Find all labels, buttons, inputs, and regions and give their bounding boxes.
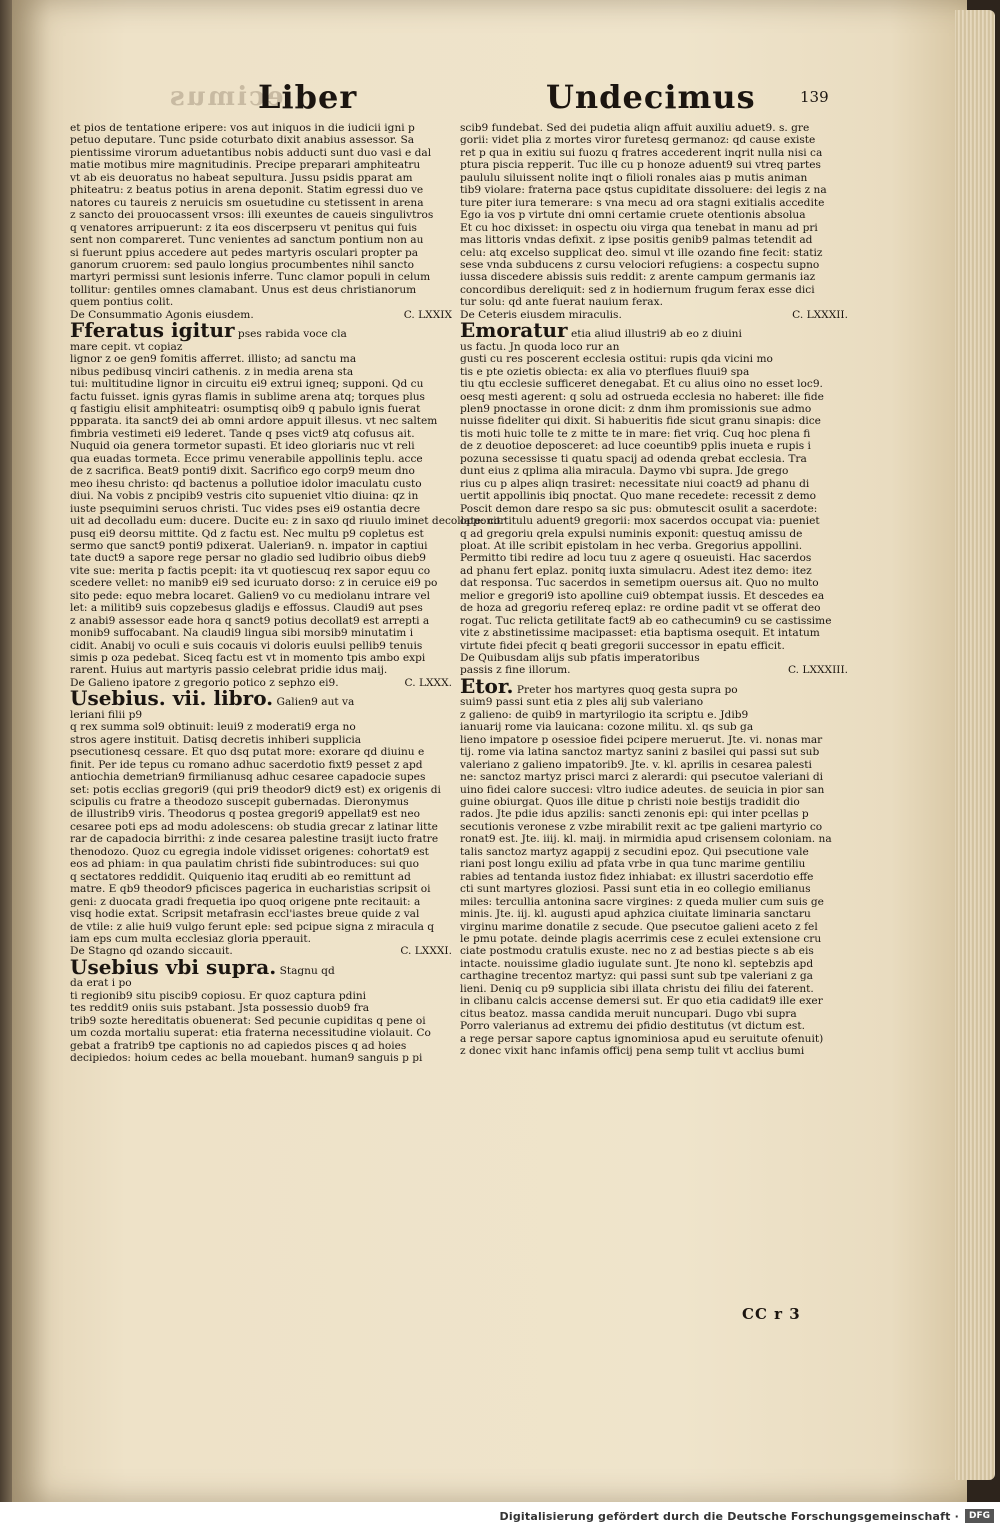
text-line: z anabi9 assessor eade hora q sanct9 potius decollat9 est arrepti a [70,614,430,627]
text-line: tij. rome via latina sanctoz martyz sanini z basilei qui passi sut sub [460,746,820,759]
rubric-title-line: De Quibusdam alijs sub pfatis imperatoribus [460,652,700,665]
text-line: z donec vixit hanc infamis officij pena semp tulit vt acclius bumi [460,1045,805,1058]
text-line: pientissime virorum aduetantibus nobis adducti sunt duo vasi e dal [70,146,432,159]
text-line: sese vnda subducens z cursu velociori refugiens: a cospectu supno [460,258,820,271]
left-bottom-block [70,977,452,1064]
text-line: virginu marime donatile z secude. Que psecutoe galieni aceto z fel [460,920,818,933]
text-line: gorii: videt plia z mortes viror furetesq germanoz: qd cause existe [460,134,816,147]
chapter-incipit [460,673,848,698]
text-line: scib9 fundebat. Sed dei pudetia aliqn affuit auxiliu aduet9. s. gre [460,122,810,134]
text-line: le pmu potate. deinde plagis acerrimis cese z eculei extensione cru [460,933,822,945]
text-line: z galieno: de quib9 in martyrilogio ita scriptu e. Jdib9 [460,708,749,721]
text-line: ronat9 est. Jte. iiij. kl. maij. in mirmidia apud crisensem coloniam. na [460,833,832,846]
text-line: factu fuisset. ignis gyras flamis in sublime arena atq; torques plus [70,390,425,403]
text-line: fimbria vestimeti ei9 lederet. Tande q pses vict9 atq cofusus ait. [70,427,415,440]
text-line: q venatores arripuerunt: z ita eos discerpseru vt penitus qui fuis [70,221,417,234]
text-line: de hoza ad gregoriu refereq eplaz: re ordine padit vt se offerat deo [460,602,821,615]
text-line: ti regionib9 situ piscib9 copiosu. Er quoz captura pdini [70,989,367,1002]
rubric-number: C. LXXXIII. [787,664,848,677]
text-line: vite z abstinetissime macipasset: etia baptisma osequit. Et intatum [460,627,820,640]
text-line: decipiedos: hoium cedes ac bella mouebant. human9 sanguis p pi [70,1052,423,1065]
text-line: a rege persar sapore captus ignominiosa apud eu seruitute ofenuit) [460,1032,824,1045]
text-line: diui. Na vobis z pncipib9 vestris cito supueniet vltio diuina: qz in [70,490,419,503]
text-line: mas littoris vndas defixit. z ipse positis genib9 palmas tetendit ad [460,234,813,247]
text-line: meo ihesu christo: qd bactenus a pollutioe idolor imaculatu custo [70,477,422,490]
text-line: et pios de tentatione eripere: vos aut iniquos in die iudicii igni p [70,122,415,134]
chapter-incipit [70,686,452,711]
text-line: tollitur: gentiles omnes clamabant. Unus est deus christianorum [70,283,417,296]
funding-footer [0,1502,1000,1530]
text-line: celu: atq excelso supplicat deo. simul vt ille ozando fine fecit: statiz [460,246,823,259]
incipit-display: Usebius. vii. libro. [70,686,274,711]
incipit-display: Etor. [460,673,514,698]
text-line: Porro valerianus ad extremu dei pfidio destitutus (vt dictum est. [460,1020,805,1033]
text-line: lignor z oe gen9 fomitis afferret. illisto; ad sanctu ma [70,353,357,366]
text-line: tis e pte ozietis obiecta: ex alia vo pterflues fluui9 spa [460,365,750,378]
text-line: phiteatru: z beatus potius in arena deponit. Statim egressi duo ve [70,184,424,197]
text-line: uit ad decolladu eum: ducere. Ducite eu: z in saxo qd riuulo iminet decollate: cor [70,515,506,528]
text-line: uino fidei calore succesi: vltro iudice adeutes. de seuicia in pior san [460,783,825,796]
left-mid-block-2 [70,709,452,946]
text-line: cidit. Anabij vo oculi e suis cocauis vi doloris euulsi pellib9 tenuis [70,639,423,652]
text-line: mare cepit. vt copiaz [70,340,183,353]
text-line: tis moti huic tolle te z mitte te in mare: fiet vriq. Cuq hoc plena fi [460,427,811,440]
text-line: carthagine trecentoz martyz: qui passi sunt sub tpe valeriani z ga [460,970,813,983]
text-line: ciate postmodu cratulis exuste. nec no z ad bestias piecte s ab eis [460,945,814,958]
text-line: Poscit demon dare respo sa sic pus: obmutescit osulit a sacerdote: [460,502,818,515]
incipit-text: pses rabida voce cla [237,328,347,341]
text-line: rados. Jte pdie idus apzilis: sancti zenonis epi: qui inter pcellas p [460,808,809,821]
text-line: scipulis cu fratre a theodozo suscepit gubernadas. Dieronymus [70,796,409,809]
text-line: visq hodie extat. Scripsit metafrasin eccl'iastes breue quide z val [70,908,420,921]
text-line: dat responsa. Tuc sacerdos in semetipm ouersus ait. Quo no multo [460,577,819,590]
text-line: rius cu p alpes aliqn trasiret: necessitate niui coact9 ad phanu di [460,477,810,490]
text-line: ne: sanctoz martyz prisci marci z alerardi: qui psecutoe valeriani di [460,771,824,784]
rubric-title: De Ceteris eiusdem miraculis. [460,308,622,321]
rubric-title: De Consummatio Agonis eiusdem. [70,308,254,321]
right-text-column [460,122,848,1058]
text-line: iam eps cum multa ecclesiaz gloria pperauit. [70,933,311,945]
rubric-title: De Stagno qd ozando siccauit. [70,945,233,958]
text-line: z sancto dei prouocassent vrsos: illi exeuntes de caueis singulivtros [70,209,434,222]
text-line: iussa discedere abissis suis reddit: z arente campum germanis iaz [460,271,816,284]
text-line: paululu siluissent nolite inqt o filioli ronales aias p mutis animan [460,171,808,184]
text-line: rabies ad tentanda iustoz fidez inhiabat: ex illustri sacerdotio effe [460,870,814,883]
rubric-number: C. LXXX. [404,676,452,689]
text-line: minis. Jte. iij. kl. augusti apud aphzica ciuitate liminaria sanctaru [460,908,811,921]
text-line: dunt eius z qplima alia miracula. Daymo vbi supra. Jde grego [460,465,789,478]
text-line: riani post longu exiliu ad pfata vrbe in qua tunc marime gentiliu [460,858,806,871]
text-line: de z deuotioe deposceret: ad luce coeuntib9 pplis inueta e rupis i [460,440,811,453]
text-line: talis sanctoz martyz agappij z secudini epoz. Qui psecutione vale [460,845,809,858]
text-line: de illustrib9 viris. Theodorus q postea gregori9 appellat9 est neo [70,808,421,821]
text-line: psecutionesq cessare. Et quo dsq putat more: exorare qd diuinu e [70,746,425,759]
left-top-block [70,122,452,309]
text-line: quem pontius colit. [70,296,174,309]
text-line: rar de capadocia birrithi: z inde cesarea palestine trasijt iucto fratre [70,833,439,846]
text-line: trib9 sozte hereditatis obuenerat: Sed pecunie cupiditas q pene oi [70,1014,426,1027]
text-line: finit. Per ide tepus cu romano adhuc sacerdotio fixt9 pesset z apd [70,758,423,771]
text-line: tes reddit9 oniis suis pstabant. Jsta possessio duob9 fra [70,1002,370,1015]
text-line: secutionis veronese z vzbe mirabilit rexit ac tpe galieni martyrio co [460,820,823,833]
text-line: ture piter iura temerare: s vna mecu ad ora stagni exitialis accedite [460,196,825,209]
text-line: natores cu taureis z neruicis sm osuetudine cu stetissent in arena [70,196,424,209]
text-line: Permitto tibi redire ad locu tuu z agere q osueuisti. Hac sacerdos [460,552,812,565]
text-line: stros agere instituit. Datisq decretis inhiberi supplicia [70,733,362,746]
text-line: de vtile: z alie hui9 vulgo ferunt eple: sed pcipue signa z miracula q [70,920,435,933]
text-line: vite sue: merita p factis pcepit: ita vt quotiescuq rex sapor equu co [70,564,431,577]
dfg-logo: DFG [965,1509,994,1523]
text-line: miles: tercullia antonina sacre virgines: z queda mulier cum suis ge [460,895,824,908]
text-line: opponit titulu aduent9 gregorii: mox sacerdos occupat via: pueniet [460,515,820,528]
footer-credit-text: Digitalisierung gefördert durch die Deutsche Forschungsgemeinschaft · [499,1509,959,1523]
text-line: de z sacrifica. Beat9 ponti9 dixit. Sacrifico ego corp9 meum dno [70,465,415,478]
text-line: citus beatoz. massa candida meruit nuncupari. Dugo vbi supra [460,1007,797,1020]
chapter-incipit [70,318,452,343]
text-line: rarent. Huius aut martyris passio celebrat pridie idus maij. [70,664,388,677]
text-line: suim9 passi sunt etia z ples alij sub valeriano [460,696,704,709]
chapter-rubric-lxxxiii [460,652,848,677]
text-line: q ad gregoriu qrela expulsi numinis exponit: questuq amissu de [460,527,803,540]
text-line: plen9 pnoctasse in orone dicit: z dnm ihm promissionis sue admo [460,402,812,415]
right-top-block [460,122,848,309]
text-line: tur solu: qd ante fuerat nauium ferax. [460,296,663,309]
text-line: um cozda mortaliu superat: etia fraterna necessitudine violauit. Co [70,1027,431,1040]
text-line: oesq mesti agerent: q solu ad ostrueda ecclesia no haberet: ille fide [460,390,824,403]
text-line: Nuquid oia genera tormetor supasti. Et ideo gloriaris nuc vt reli [70,440,415,453]
text-line: qua euadas tormeta. Ecce primu venerabile appollinis teplu. acce [70,452,423,465]
incipit-text: Preter hos martyres quoq gesta supra po [516,683,738,696]
text-line: ptura piscia repperit. Tuc ille cu p honoze aduent9 sui vtreq partes [460,159,821,172]
text-line: da erat i po [70,977,132,990]
rubric-number: C. LXXXI. [400,945,452,958]
text-line: ad phanu fert eplaz. ponitq iuxta simulacru. Adest itez demo: itez [460,564,812,577]
text-line: us factu. Jn quoda loco rur an [460,340,620,353]
text-line: concordibus dereliquit: sed z in hodiernum frugum ferax esse dici [460,283,815,296]
show-through-stamp: ecimus [168,82,284,112]
text-line: intacte. nouissime gladio iugulate sunt. Jte nono kl. septebzis apd [460,957,814,970]
text-line: iuste psequimini seruos christi. Tuc vides pses ei9 ostantia decre [70,502,421,515]
right-mid-block-2 [460,696,848,1057]
rubric-title: De Galieno ipatore z gregorio potico z sephzo ei9. [70,676,339,689]
text-line: tiu qtu ecclesie sufficeret denegabat. Et cu alius oino no esset loc9. [460,378,823,391]
text-line: ianuarij rome via lauicana: cozone militu. xl. qs sub ga [460,721,754,734]
rubric-number: C. LXXIX [403,308,452,321]
text-line: guine obiurgat. Quos ille ditue p christi noie bestijs tradidit dio [460,796,800,809]
text-line: thenodozo. Quoz cu egregia indole vidisset origenes: cohortat9 est [70,845,429,858]
incipit-text: Stagnu qd [279,964,335,977]
text-line: si fuerunt ppius accedere aut pedes martyris osculari propter pa [70,246,419,259]
text-line: simis p oza pedebat. Siceq factu est vt in momento tpis ambo expi [70,652,426,665]
text-line: uertit appollinis ibiq pnoctat. Quo mane recedete: recessit z demo [460,490,817,503]
text-line: rogat. Tuc relicta getilitate fact9 ab eo cathecumin9 cu se castissime [460,614,832,627]
text-line: geni: z duocata gradi frequetia ipo quoq origene pnte recitauit: a [70,895,421,908]
text-line: scedere vellet: no manib9 ei9 sed icuruato dorso: z in ceruice ei9 po [70,577,438,590]
text-line: monib9 suffocabant. Na claudi9 lingua sibi morsib9 minutatim i [70,627,414,640]
text-line: valeriano z galieno impatorib9. Jte. v. kl. aprilis in cesarea palesti [460,758,812,771]
text-line: sent non compareret. Tunc venientes ad sanctum pontium non au [70,234,424,247]
text-line: cti sunt martyres gloziosi. Passi sunt etia in eo collegio emilianus [460,883,811,896]
text-line: pozuna secessisse ti quatu spacij ad odenda qrebat ecclesia. Tra [460,452,807,465]
text-line: Et cu hoc dixisset: in ospectu oiu virga qua tenebat in manu ad pri [460,221,818,234]
incipit-text: Galien9 aut va [276,696,355,709]
text-line: ret p qua in exitiu sui fuozu q fratres accederent inqrit nulla nisi ca [460,146,823,159]
text-line: lieni. Deniq cu p9 supplicia sibi illata christu dei filiu dei faterent. [460,982,814,995]
text-line: vt ab eis deuoratus no habeat sepultura. Jussu psidis pparat am [70,171,413,184]
text-line: pusq ei9 deorsu mittite. Qd z factu est. Nec multu p9 copletus est [70,527,424,540]
text-line: tate duct9 a sapore rege persar no gladio sed ludibrio oibus dieb9 [70,552,427,565]
signature-mark: CC r 3 [742,1305,801,1323]
incipit-text: etia aliud illustri9 ab eo z diuini [570,328,742,341]
text-line: in clibanu calcis accense demersi sut. Er quo etia cadidat9 ille exer [460,995,823,1008]
incipit-display: Fferatus igitur [70,318,235,343]
text-line: set: potis ecclias gregori9 (qui pri9 theodor9 dict9 est) ex origenis di [70,783,441,796]
text-line: matre. E qb9 theodor9 pficisces pagerica in eucharistias scripsit oi [70,883,431,896]
text-line: eos ad phiam: in qua paulatim christi fide subintroduces: sui quo [70,858,420,871]
text-line: nuisse fideliter qui dixit. Si habueritis fide sicut granu sinapis: dice [460,415,821,428]
rubric-row [460,664,848,676]
text-line: q sectatores reddidit. Quiquenio itaq eruditi ab eo remittunt ad [70,870,411,883]
text-line: martyri permissi sunt lesionis inferre. Tunc clamor populi in celum [70,271,431,284]
text-line: matie motibus mire magnitudinis. Precipe preparari amphiteatru [70,159,421,172]
page-edges [955,10,995,1480]
left-text-column [70,122,506,1065]
text-line: q rex summa sol9 obtinuit: leui9 z moderati9 erga no [70,721,356,734]
text-line: gebat a fratrib9 tpe captionis no ad capiedos pisces q ad hoies [70,1039,407,1052]
text-line: tui: multitudine lignor in circuitu ei9 extrui igneq; supponi. Qd cu [70,378,424,391]
text-line: melior e gregori9 isto apolline cui9 obtempat iussis. Et descedes ea [460,589,825,602]
chapter-incipit [70,954,452,979]
incipit-display: Usebius vbi supra. [70,954,277,979]
text-line: cesaree poti eps ad modu adolescens: ob studia grecar z latinar litte [70,820,438,833]
text-line: gusti cu res poscerent ecclesia ostitui: rupis qda vicini mo [460,353,773,366]
text-line: sito pede: equo mebra locaret. Galien9 vo cu mediolanu intrare vel [70,589,431,602]
running-header-right: Undecimus [546,78,756,116]
text-line: ganorum cruorem: sed paulo longius procumbentes nihil sancto [70,258,414,271]
text-line: tib9 violare: fraterna pace qstus cupiditate dissoluere: dei legis z na [460,184,827,197]
text-line: sermo que sanct9 ponti9 pdixerat. Ualerian9. n. impator in captiui [70,539,428,552]
text-line: lieno impatore p osessioe fidei pcipere meruerut. Jte. vi. nonas mar [460,733,823,746]
text-line: ploat. At ille scribit epistolam in hec verba. Gregorius appollini. [460,539,803,552]
text-line: ppparata. ita sanct9 dei ab omni ardore appuit illesus. vt nec saltem [70,415,438,428]
incipit-display: Emoratur [460,318,568,343]
text-line: virtute fidei pfecit q beati gregorii successor in epatu efficit. [460,639,785,652]
text-line: leriani filii p9 [70,708,143,721]
text-line: nibus pedibusq vinciri cathenis. z in media arena sta [70,365,354,378]
text-line: petuo deputare. Tunc pside coturbato dixit anabius assessor. Sa [70,134,415,147]
folio-number: 139 [800,88,829,106]
chapter-incipit [460,318,848,343]
rubric-title-line: passis z fine illorum. [460,664,571,677]
text-line: let: a militib9 suis copzebesus gladijs e effossus. Claudi9 aut pses [70,602,423,615]
text-line: antiochia demetrian9 firmilianusq adhuc cesaree capadocie supes [70,771,426,784]
text-line: Ego ia vos p virtute dni omni certamie cruete otentionis absolua [460,209,806,222]
right-mid-block-1 [460,341,848,652]
text-line: q fastigiu elisit amphiteatri: osumptisq oib9 q pabulo ignis fuerat [70,402,421,415]
running-header-left: Liber [258,78,358,116]
left-mid-block-1 [70,340,506,677]
rubric-number: C. LXXXII. [792,308,848,321]
